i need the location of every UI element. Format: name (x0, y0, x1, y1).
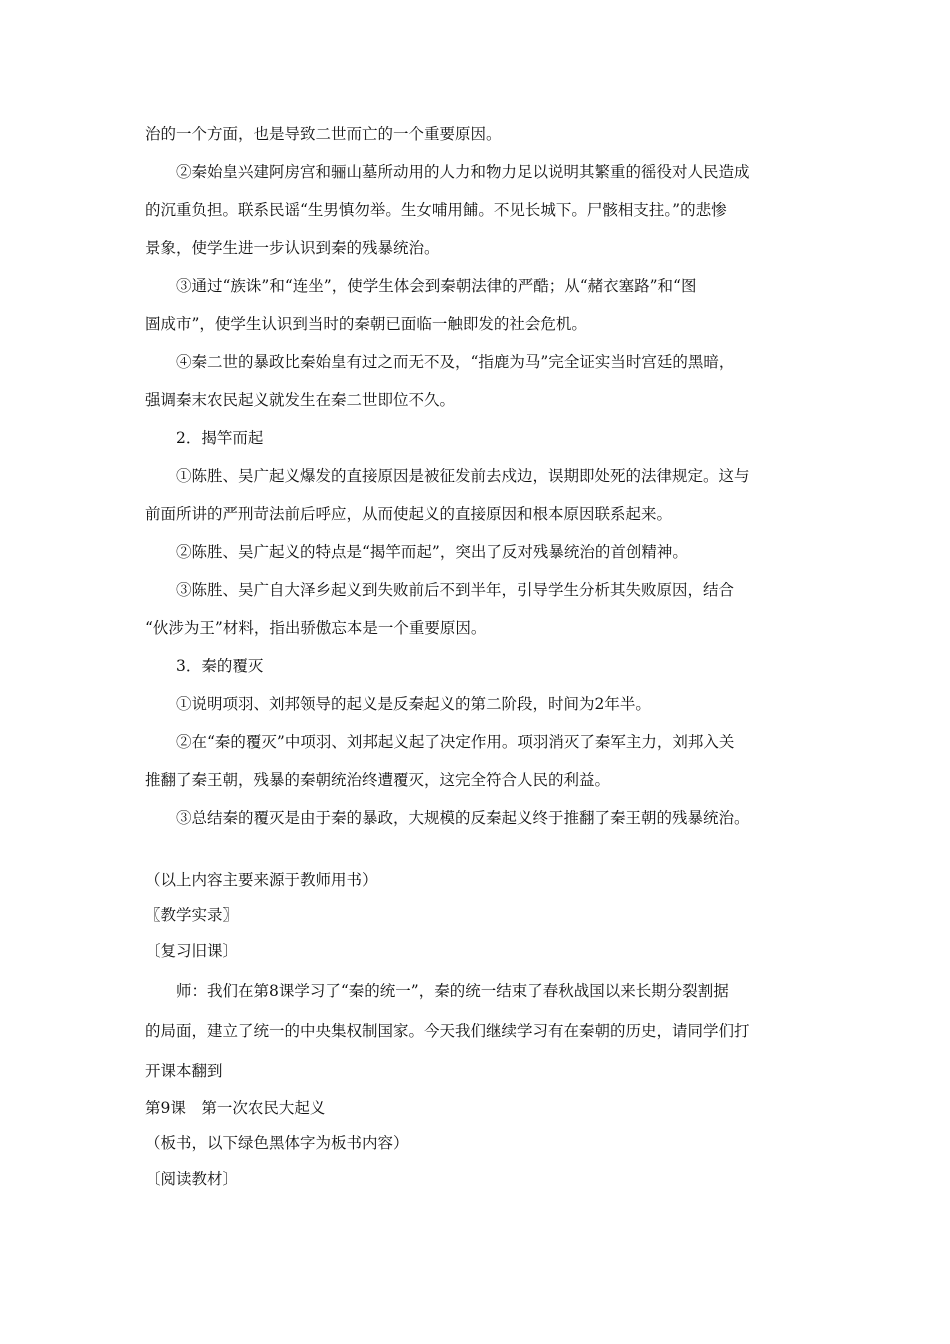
text-line: ③通过“族诛”和“连坐”，使学生体会到秦朝法律的严酷；从“赭衣塞路”和“图 (176, 277, 697, 295)
lesson-title: 第9课 第一次农民大起义 (145, 1099, 326, 1117)
text-line: ③陈胜、吴广自大泽乡起义到失败前后不到半年，引导学生分析其失败原因，结合 (176, 581, 735, 599)
text-line: ①说明项羽、刘邦领导的起义是反秦起义的第二阶段，时间为2年半。 (176, 695, 651, 713)
text-line: ②陈胜、吴广起义的特点是“揭竿而起”，突出了反对残暴统治的首创精神。 (176, 543, 688, 561)
text-line: 的沉重负担。联系民谣“生男慎勿举。生女哺用餔。不见长城下。尸骸相支拄。”的悲惨 (145, 201, 727, 219)
text-line: 圄成市”，使学生认识到当时的秦朝已面临一触即发的社会危机。 (145, 315, 587, 333)
text-line: “伙涉为王”材料，指出骄傲忘本是一个重要原因。 (145, 619, 487, 637)
text-line: 开课本翻到 (145, 1062, 223, 1080)
text-line: 前面所讲的严刑苛法前后呼应，从而使起义的直接原因和根本原因联系起来。 (145, 505, 673, 523)
text-line: 推翻了秦王朝，残暴的秦朝统治终遭覆灭，这完全符合人民的利益。 (145, 771, 611, 789)
text-line: 的局面，建立了统一的中央集权制国家。今天我们继续学习有在秦朝的历史，请同学们打 (145, 1022, 750, 1040)
text-line: 景象，使学生进一步认识到秦的残暴统治。 (145, 239, 440, 257)
text-line: ②在“秦的覆灭”中项羽、刘邦起义起了决定作用。项羽消灭了秦军主力，刘邦入关 (176, 733, 735, 751)
section-label: 〖教学实录〗 (145, 906, 239, 924)
text-line: 强调秦末农民起义就发生在秦二世即位不久。 (145, 391, 456, 409)
text-line: ③总结秦的覆灭是由于秦的暴政，大规模的反秦起义终于推翻了秦王朝的残暴统治。 (176, 809, 750, 827)
text-line: ②秦始皇兴建阿房宫和骊山墓所动用的人力和物力足以说明其繁重的徭役对人民造成 (176, 163, 750, 181)
board-note: （板书，以下绿色黑体字为板书内容） (145, 1134, 409, 1152)
section-label: 〔复习旧课〕 (145, 942, 239, 960)
section-heading: 2．揭竿而起 (176, 429, 264, 447)
text-line: 治的一个方面，也是导致二世而亡的一个重要原因。 (145, 125, 502, 143)
text-line: ①陈胜、吴广起义爆发的直接原因是被征发前去戍边，误期即处死的法律规定。这与 (176, 467, 750, 485)
section-heading: 3．秦的覆灭 (176, 657, 264, 675)
source-note: （以上内容主要来源于教师用书） (145, 871, 378, 889)
text-line: ④秦二世的暴政比秦始皇有过之而无不及，“指鹿为马”完全证实当时宫廷的黑暗， (176, 353, 735, 371)
section-label: 〔阅读教材〕 (145, 1170, 239, 1188)
text-line: 师：我们在第8课学习了“秦的统一”，秦的统一结束了春秋战国以来长期分裂割据 (176, 982, 729, 1000)
